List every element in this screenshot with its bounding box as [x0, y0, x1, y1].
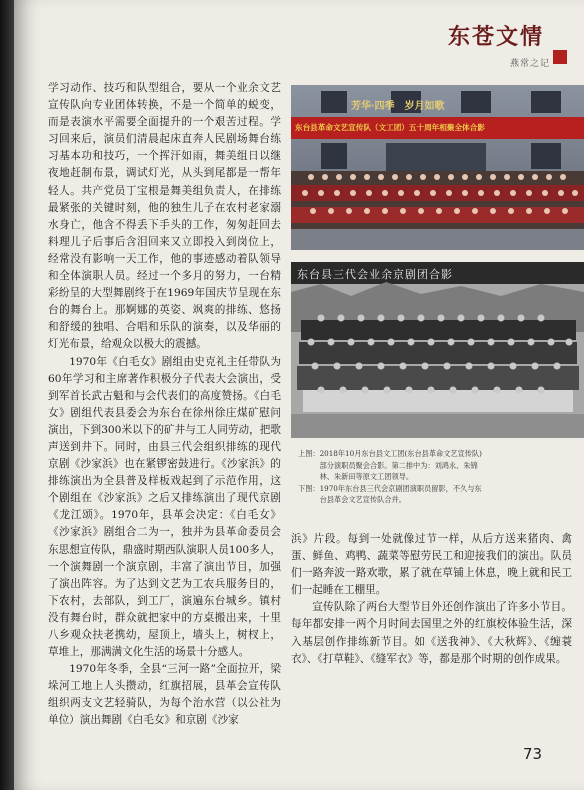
caption-line: 上图：2018年10月东台县文工团(东台县革命文艺宣传队): [298, 449, 482, 458]
book-gutter: [0, 0, 14, 790]
photo-caption-strip: 东台县三代会业余京剧团合影: [297, 268, 453, 281]
caption-line: 部分演职员聚会合影。第二排中为：刘鸿永、朱锦: [298, 460, 478, 470]
column-title: 东苍文情: [448, 24, 545, 50]
caption-line: 林、朱新田等原文工团领导。: [298, 472, 414, 482]
paragraph: 1970年《白毛女》剧组由史克礼主任带队为60年学习和主席著作积极分子代表大会演出，受到军首长武古魁和与会代表们的高度赞扬。《白毛女》剧组代表县委会为东台在徐州徐庄煤矿慰问演出，下到300米以下的矿井与工人同劳动，把歌声送到井下。同时，由县三代会组织排练的现代京剧《沙家浜》也在紧锣密鼓进行。《沙家浜》的排练演出为全县普及样板戏起到了示范作用，这个剧组在《沙家浜》之后又排练演出了现代京剧《龙江颂》。1970年，县革会决定：《白毛女》《沙家浜》剧组合二为一，独并为县革命委员会东思想宣传队，鼎盛时期西队演职人员100多人，一个演舞剧一个演京剧，丰富了演出节目，加强了演出阵容。为了达到文艺为工农兵服务目的，下农村，去部队，到工厂，演遍东台城乡。镇村没有舞台时，群众就把家中的方桌搬出来，十里八乡观众扶老携幼，屋顶上，墙头上，树杈上，草堆上，那满满文化生活的场景十分感人。: [48, 355, 281, 659]
column-header: [440, 18, 570, 70]
paragraph: 1970年冬季，全县“三河一路”全面拉开，梁垛河工地上人头攒动，红旗招展，县革会宣传队组织两支文艺轻骑队，为每个治水营（以公社为单位）演出舞剧《白毛女》和京剧《沙家: [48, 663, 281, 727]
group-photo-1970: [291, 262, 584, 438]
photo-banner-text: 东台县革命文艺宣传队（文工团）五十周年相聚全体合影: [295, 123, 485, 132]
group-photo-2018: [291, 85, 584, 250]
photo-captions: [298, 448, 578, 506]
caption-line: 下图：1970年东台县三代会京剧团演职员留影，不久与东: [298, 483, 482, 493]
group-photo-1970-illustration: [291, 262, 584, 438]
right-column-text: [291, 531, 572, 668]
page-number: 73: [523, 745, 543, 763]
paragraph: 宣传队除了两台大型节目外还创作演出了许多小节目。每年都安排一两个月时间去国里之外的红旗校体验生活，深入基层创作排练新节目。如《送我神》、《大秋辉》、《缠蓑衣》、《打草鞋》、《缝军衣》等，都是那个时期的创作成果。: [291, 601, 572, 665]
column-signature: 燕常之记: [510, 59, 551, 69]
left-column-text: [48, 80, 281, 730]
paragraph: 学习动作、技巧和队型组合，要从一个业余文艺宣传队向专业团体转换，不是一个简单的蜕变，而是表演水平需要全面提升的一个艰苦过程。学习回来后，演员们清晨起床直奔人民剧场舞台练习基本功和技巧，一个挥汗如雨，舞美组日以继夜地赶制布景，调试灯光，从头到尾都是一帮年轻人。共产党员丁宝根是舞美组负责人，在排练最紧张的关键时刻，他的独生儿子在农村老家溺水身亡，他含不得丢下手头的工作，匆匆赶回去料理儿子后事后含泪回来又立即投入到岗位上，经常没有影响一天工作，他的事迹感动着队领导和全体演职人员。经过一个多月的努力，一台精彩纷呈的大型舞剧终于在1969年国庆节呈现在东台的舞台上。那婀娜的英姿、飒爽的排练、悠扬和舒缓的独唱、合唱和乐队的演奏，以及华丽的灯光布景，给观众以极大的震撼。: [48, 82, 281, 351]
red-seal-stamp: [553, 50, 567, 64]
photo-top-slogan: 芳华·四季 岁月如歌: [351, 101, 445, 112]
caption-line: 台县革会文艺宣传队合并。: [298, 495, 406, 505]
paragraph: 浜》片段。每到一处就像过节一样，从后方送来猪肉、禽蛋、鲜鱼、鸡鸭、蔬菜等慰劳民工和迎接我们的演出。队员们一路奔波一路欢歌，累了就在草铺上休息，晚上就和民工们一起睡在工棚里。: [291, 533, 572, 597]
